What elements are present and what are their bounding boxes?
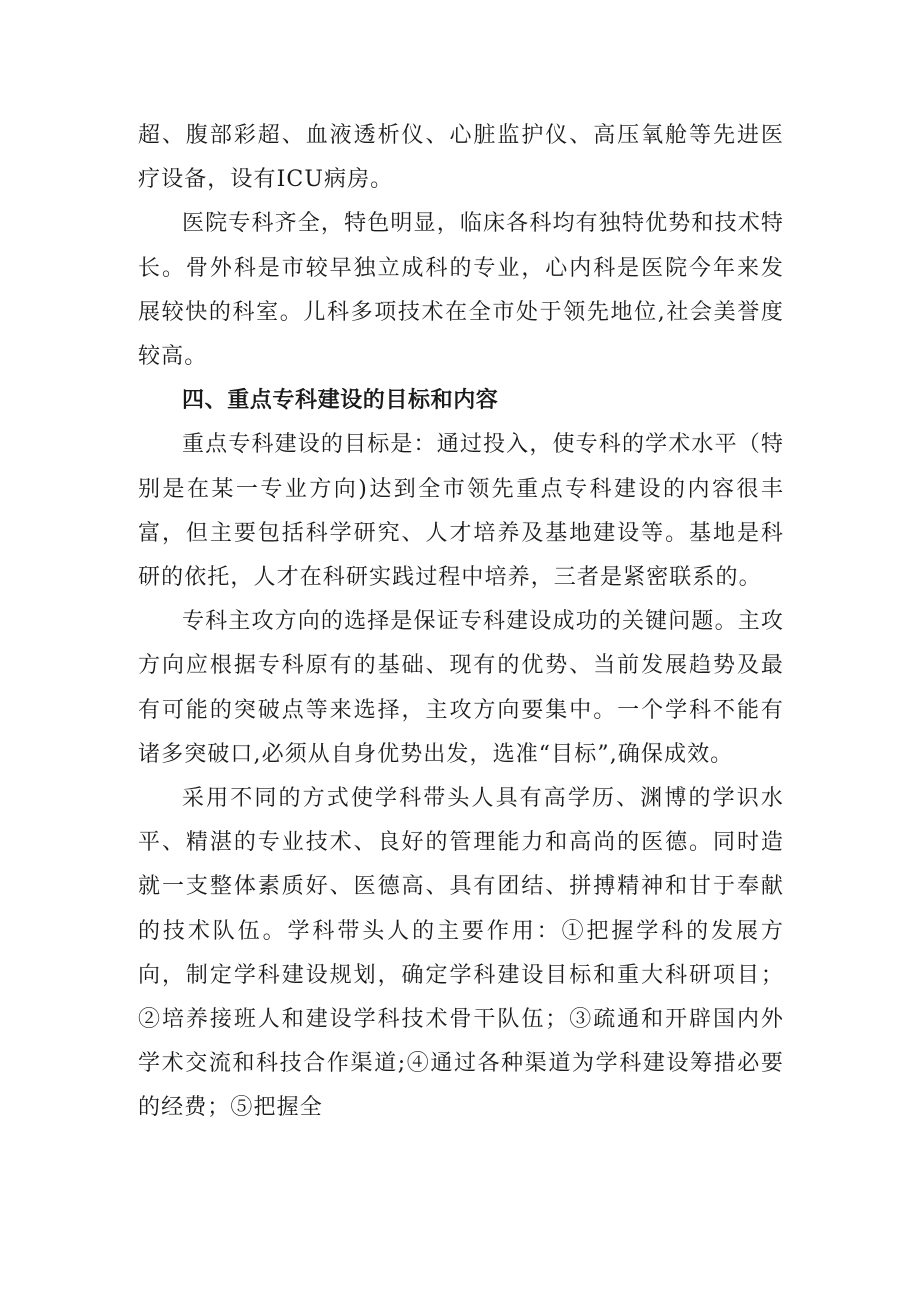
- paragraph-goals: 重点专科建设的目标是：通过投入，使专科的学术水平（特别是在某一专业方向)达到全市领先重点专科建设的内容很丰富，但主要包括科学研究、人才培养及基地建设等。基地是科研的依托，人才在科研实践过程中培养，三者是紧密联系的。: [138, 432, 784, 591]
- document-page: [138, 114, 784, 1131]
- paragraph-direction: 专科主攻方向的选择是保证专科建设成功的关键问题。主攻方向应根据专科原有的基础、现有的优势、当前发展趋势及最有可能的突破点等来选择，主攻方向要集中。一个学科不能有诸多突破口,必须从自身优势出发，选准“目标”,确保成效。: [138, 609, 784, 767]
- paragraph-continued: 超、腹部彩超、血液透析仪、心脏监护仪、高压氧舱等先进医疗设备，设有ICU病房。: [138, 123, 784, 193]
- paragraph-leaders: 采用不同的方式使学科带头人具有高学历、渊博的学识水平、精湛的专业技术、良好的管理能力和高尚的医德。同时造就一支整体素质好、医德高、具有团结、拼搏精神和甘于奉献的技术队伍。学科带头人的主要作用：①把握学科的发展方向，制定学科建设规划，确定学科建设目标和重大科研项目；②培养接班人和建设学科技术骨干队伍；③疏通和开辟国内外学术交流和科技合作渠道;④通过各种渠道为学科建设筹措必要的经费；⑤把握全: [138, 786, 784, 1121]
- section-heading: 四、重点专科建设的目标和内容: [182, 388, 499, 414]
- paragraph-specialties: 医院专科齐全，特色明显，临床各科均有独特优势和技术特长。骨外科是市较早独立成科的专业，心内科是医院今年来发展较快的科室。儿科多项技术在全市处于领先地位,社会美誉度较高。: [138, 211, 784, 370]
